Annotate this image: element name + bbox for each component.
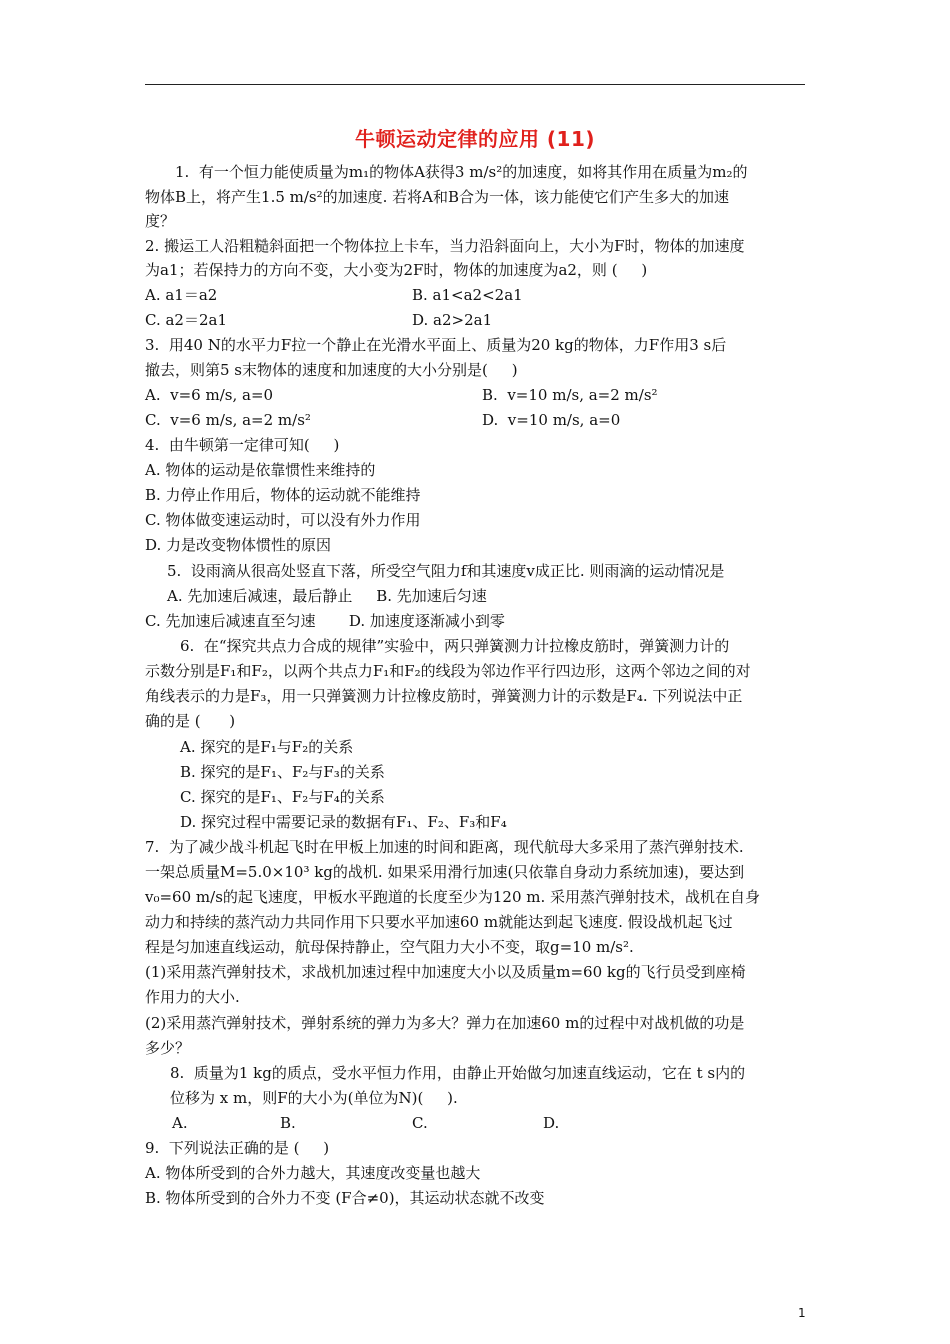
q7-part1-line-2: 作用力的大小.	[145, 988, 240, 1006]
page-number: 1	[798, 1306, 806, 1320]
q1-line-1: 1. 有一个恒力能使质量为m₁的物体A获得3 m/s²的加速度，如将其作用在质量为m₂的	[175, 163, 748, 181]
q7-part1-line-1: (1)采用蒸汽弹射技术，求战机加速过程中加速度大小以及质量m=60 kg的飞行员受到座椅	[145, 963, 746, 981]
q1-line-2: 物体B上，将产生1.5 m/s²的加速度. 若将A和B合为一体，该力能使它们产生多大的加速	[145, 188, 730, 206]
q4-line-1: 4. 由牛顿第一定律可知( )	[145, 436, 340, 454]
q7-line-5: 程是匀加速直线运动，航母保持静止，空气阻力大小不变，取g=10 m/s².	[145, 938, 634, 956]
q6-line-3: 角线表示的力是F₃，用一只弹簧测力计拉橡皮筋时，弹簧测力计的示数是F₄. 下列说法中正	[145, 687, 743, 705]
q6-option-a: A. 探究的是F₁与F₂的关系	[180, 738, 354, 756]
q6-option-d: D. 探究过程中需要记录的数据有F₁、F₂、F₃和F₄	[180, 813, 507, 831]
q9-option-b: B. 物体所受到的合外力不变 (F合≠0)，其运动状态就不改变	[145, 1189, 545, 1207]
q8-option-a: A.	[172, 1114, 188, 1132]
q2-line-1: 2. 搬运工人沿粗糙斜面把一个物体拉上卡车，当力沿斜面向上，大小为F时，物体的加速度	[145, 237, 745, 255]
q5-options-cd: C. 先加速后减速直至匀速 D. 加速度逐渐减小到零	[145, 612, 505, 630]
q7-part2-line-1: (2)采用蒸汽弹射技术，弹射系统的弹力为多大？弹力在加速60 m的过程中对战机做的功是	[145, 1014, 745, 1032]
q3-line-1: 3. 用40 N的水平力F拉一个静止在光滑水平面上、质量为20 kg的物体，力F作用3 s后	[145, 336, 727, 354]
q5-line-1: 5. 设雨滴从很高处竖直下落，所受空气阻力f和其速度v成正比. 则雨滴的运动情况是	[167, 562, 725, 580]
q8-option-c: C.	[412, 1114, 428, 1132]
q9-line-1: 9. 下列说法正确的是 ( )	[145, 1139, 330, 1157]
q7-part2-line-2: 多少？	[145, 1039, 191, 1057]
q7-line-3: v₀=60 m/s的起飞速度，甲板水平跑道的长度至少为120 m. 采用蒸汽弹射技术，战机在自身	[145, 888, 761, 906]
q6-line-4: 确的是 ( )	[145, 712, 236, 730]
q8-line-1: 8. 质量为1 kg的质点，受水平恒力作用，由静止开始做匀加速直线运动，它在 t s内的	[170, 1064, 746, 1082]
q3-option-b: B. v=10 m/s, a=2 m/s²	[482, 386, 658, 404]
header-rule	[145, 84, 805, 85]
q4-option-c: C. 物体做变速运动时，可以没有外力作用	[145, 511, 421, 529]
q6-option-c: C. 探究的是F₁、F₂与F₄的关系	[180, 788, 385, 806]
q2-option-a: A. a1＝a2	[145, 286, 218, 304]
q4-option-d: D. 力是改变物体惯性的原因	[145, 536, 332, 554]
q4-option-a: A. 物体的运动是依靠惯性来维持的	[145, 461, 376, 479]
q4-option-b: B. 力停止作用后，物体的运动就不能维持	[145, 486, 421, 504]
q6-line-2: 示数分别是F₁和F₂，以两个共点力F₁和F₂的线段为邻边作平行四边形，这两个邻边之间的对	[145, 662, 751, 680]
q8-line-2: 位移为 x m，则F的大小为(单位为N)( ).	[170, 1089, 458, 1107]
q2-line-2: 为a1；若保持力的方向不变，大小变为2F时，物体的加速度为a2，则 ( )	[145, 261, 648, 279]
page-title: 牛顿运动定律的应用 (11)	[354, 127, 596, 151]
q2-option-d: D. a2>2a1	[412, 311, 493, 329]
q7-line-1: 7. 为了减少战斗机起飞时在甲板上加速的时间和距离，现代航母大多采用了蒸汽弹射技术.	[145, 838, 744, 856]
q8-option-b: B.	[280, 1114, 296, 1132]
q3-option-d: D. v=10 m/s, a=0	[482, 411, 621, 429]
q1-line-3: 度？	[145, 212, 176, 230]
q7-line-4: 动力和持续的蒸汽动力共同作用下只要水平加速60 m就能达到起飞速度. 假设战机起飞过	[145, 913, 733, 931]
q2-option-b: B. a1<a2<2a1	[412, 286, 523, 304]
q3-line-2: 撤去，则第5 s末物体的速度和加速度的大小分别是( )	[145, 361, 518, 379]
q9-option-a: A. 物体所受到的合外力越大，其速度改变量也越大	[145, 1164, 481, 1182]
q5-options-ab: A. 先加速后减速，最后静止 B. 先加速后匀速	[167, 587, 487, 605]
q7-line-2: 一架总质量M=5.0×10³ kg的战机. 如果采用滑行加速(只依靠自身动力系统加速)，要达到	[145, 863, 745, 881]
q6-option-b: B. 探究的是F₁、F₂与F₃的关系	[180, 763, 385, 781]
q2-option-c: C. a2＝2a1	[145, 311, 227, 329]
q6-line-1: 6. 在“探究共点力合成的规律”实验中，两只弹簧测力计拉橡皮筋时，弹簧测力计的	[180, 637, 730, 655]
q8-option-d: D.	[543, 1114, 560, 1132]
q3-option-c: C. v=6 m/s, a=2 m/s²	[145, 411, 311, 429]
q3-option-a: A. v=6 m/s, a=0	[145, 386, 274, 404]
